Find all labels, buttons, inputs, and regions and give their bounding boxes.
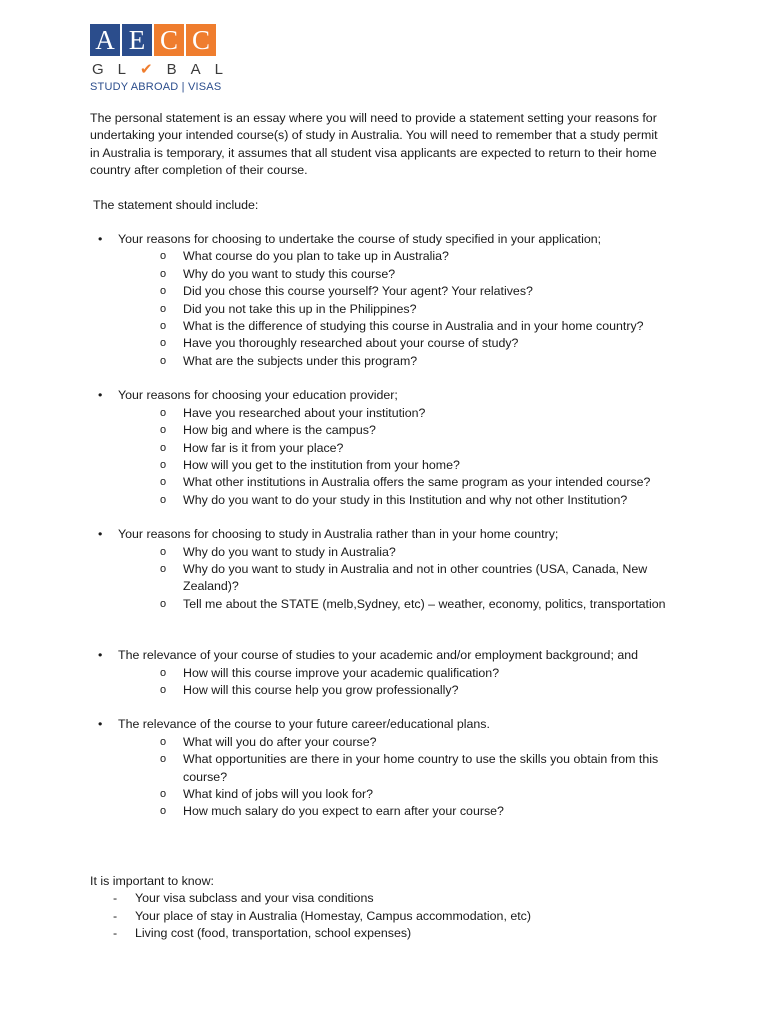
circle-bullet-icon: o <box>160 406 167 419</box>
list-item-text: How much salary do you expect to earn after your course? <box>183 804 504 819</box>
list-item <box>90 544 680 561</box>
section-course-reasons <box>90 231 680 370</box>
list-item <box>90 803 680 820</box>
intro-paragraph: The personal statement is an essay where you will need to provide a statement setting your reasons for undertaking your intended course(s) of study in Australia. You will need to remember that a study permit in Australia is temporary, it assumes that all student visa applicants are expected to return to their home country after completion of their course. <box>90 111 658 178</box>
list-item <box>90 474 680 491</box>
document-body <box>90 110 680 942</box>
circle-bullet-icon: o <box>160 267 167 280</box>
list-item-text: What will you do after your course? <box>183 734 377 749</box>
dash-bullet-icon: - <box>113 926 118 941</box>
bullet-icon: • <box>98 648 103 663</box>
logo-global-wordmark <box>90 61 237 78</box>
list-item <box>90 492 680 509</box>
list-item <box>90 283 680 300</box>
list-item-text: How big and where is the campus? <box>183 423 376 438</box>
important-to-know <box>90 873 680 943</box>
circle-bullet-icon: o <box>160 337 167 350</box>
know-list-item <box>90 908 680 925</box>
section-provider-reasons <box>90 387 680 509</box>
flame-icon: ✔ <box>140 61 167 78</box>
circle-bullet-icon: o <box>160 441 167 454</box>
circle-bullet-icon: o <box>160 302 167 315</box>
sub-list <box>90 405 680 509</box>
circle-bullet-icon: o <box>160 788 167 800</box>
list-item-text: How will you get to the institution from your home? <box>183 457 460 472</box>
list-item-text: What kind of jobs will you look for? <box>183 787 374 801</box>
section-relevance-career <box>90 716 680 820</box>
circle-bullet-icon: o <box>160 683 167 696</box>
logo-letter-a: A <box>90 24 120 56</box>
list-item <box>90 440 680 457</box>
circle-bullet-icon: o <box>160 562 167 575</box>
bullet-icon: • <box>98 388 103 403</box>
list-item-text: How will this course improve your academic qualification? <box>183 665 500 680</box>
logo-global-start: GL <box>92 61 141 78</box>
list-item-text: Did you chose this course yourself? Your agent? Your relatives? <box>183 284 533 299</box>
list-item <box>90 751 680 786</box>
bullet-heading <box>90 647 680 664</box>
list-item-text: How far is it from your place? <box>183 440 344 455</box>
know-item-text: Your place of stay in Australia (Homestay, Campus accommodation, etc) <box>135 908 531 923</box>
list-item-text: Have you researched about your institution? <box>183 405 426 420</box>
logo-tagline: STUDY ABROAD | VISAS <box>90 81 222 93</box>
logo-letter-c1: C <box>154 24 184 56</box>
bullet-heading <box>90 387 680 404</box>
circle-bullet-icon: o <box>160 458 167 471</box>
list-item-text: What opportunities are there in your home country to use the skills you obtain from this course? <box>183 752 659 784</box>
list-item-text: What other institutions in Australia offers the same program as your intended course? <box>183 475 651 490</box>
list-item <box>90 786 680 803</box>
list-item <box>90 665 680 682</box>
circle-bullet-icon: o <box>160 285 167 298</box>
list-item <box>90 301 680 318</box>
sub-list <box>90 544 680 614</box>
circle-bullet-icon: o <box>160 753 167 766</box>
know-heading: It is important to know: <box>90 873 214 888</box>
list-item-text: Why do you want to study in Australia? <box>183 544 396 559</box>
list-item <box>90 596 680 613</box>
statement-lead: The statement should include: <box>93 197 259 212</box>
section-heading: The relevance of the course to your future career/educational plans. <box>118 717 490 732</box>
bullet-icon: • <box>98 527 103 542</box>
sub-list <box>90 248 680 370</box>
section-australia-reasons <box>90 526 680 613</box>
circle-bullet-icon: o <box>160 250 167 263</box>
logo-global-end: BAL <box>166 61 237 78</box>
logo-letter-e: E <box>122 24 152 56</box>
dash-bullet-icon: - <box>113 891 118 906</box>
list-item-text: Why do you want to do your study in this Institution and why not other Institution? <box>183 492 628 507</box>
logo-letter-boxes <box>90 24 222 56</box>
list-item <box>90 405 680 422</box>
section-heading: Your reasons for choosing your education provider; <box>118 388 398 403</box>
bullet-icon: • <box>98 717 103 732</box>
section-heading: Your reasons for choosing to undertake the course of study specified in your application; <box>118 232 602 247</box>
circle-bullet-icon: o <box>160 493 167 506</box>
list-item <box>90 266 680 283</box>
list-item <box>90 682 680 699</box>
circle-bullet-icon: o <box>160 545 167 558</box>
list-item-text: Have you thoroughly researched about your course of study? <box>183 336 519 351</box>
aecc-global-logo <box>90 24 237 93</box>
circle-bullet-icon: o <box>160 354 167 367</box>
sub-list <box>90 665 680 700</box>
section-heading: Your reasons for choosing to study in Australia rather than in your home country; <box>118 527 559 542</box>
circle-bullet-icon: o <box>160 805 167 818</box>
circle-bullet-icon: o <box>160 735 167 748</box>
list-item-text: How will this course help you grow professionally? <box>183 682 459 697</box>
bullet-heading <box>90 526 680 543</box>
list-item-text: Why do you want to study in Australia and not in other countries (USA, Canada, New Zealand)? <box>183 561 648 594</box>
know-list-item <box>90 925 680 942</box>
circle-bullet-icon: o <box>160 476 167 489</box>
list-item <box>90 353 680 370</box>
list-item-text: Tell me about the STATE (melb,Sydney, etc) – weather, economy, politics, transportation <box>183 596 666 611</box>
know-list-item <box>90 890 680 907</box>
list-item <box>90 457 680 474</box>
list-item <box>90 422 680 439</box>
list-item-text: What course do you plan to take up in Australia? <box>183 249 449 264</box>
bullet-icon: • <box>98 232 103 247</box>
list-item-text: Did you not take this up in the Philippines? <box>183 301 417 316</box>
list-item-text: Why do you want to study this course? <box>183 266 396 281</box>
logo-letter-c2: C <box>186 24 216 56</box>
know-item-text: Your visa subclass and your visa conditions <box>135 891 374 906</box>
bullet-heading <box>90 231 680 248</box>
sub-list <box>90 734 680 821</box>
list-item <box>90 734 680 751</box>
dash-bullet-icon: - <box>113 908 118 923</box>
list-item <box>90 248 680 265</box>
list-item <box>90 318 680 335</box>
list-item-text: What is the difference of studying this course in Australia and in your home country? <box>183 319 644 334</box>
section-relevance-background <box>90 647 680 699</box>
section-heading: The relevance of your course of studies to your academic and/or employment background; and <box>118 648 639 663</box>
circle-bullet-icon: o <box>160 597 167 610</box>
circle-bullet-icon: o <box>160 320 167 333</box>
list-item <box>90 561 680 596</box>
circle-bullet-icon: o <box>160 424 167 437</box>
list-item <box>90 335 680 352</box>
know-item-text: Living cost (food, transportation, school expenses) <box>135 926 412 941</box>
list-item-text: What are the subjects under this program? <box>183 353 418 368</box>
bullet-heading <box>90 716 680 733</box>
circle-bullet-icon: o <box>160 666 167 679</box>
